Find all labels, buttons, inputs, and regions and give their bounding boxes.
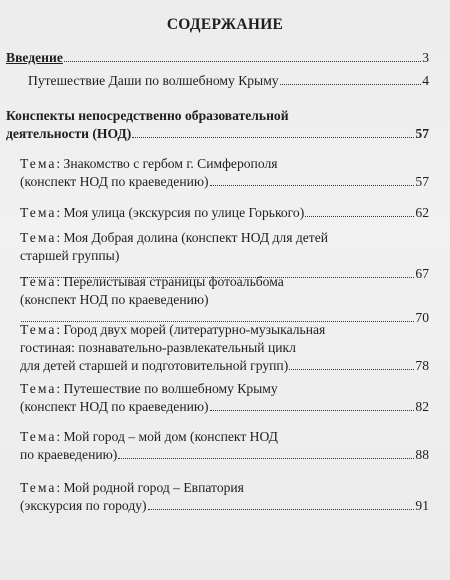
toc-entry-label-line1: : Знакомство с гербом г. Симферополя bbox=[56, 156, 278, 171]
toc-entry-label-line1: Конспекты непосредственно образовательной bbox=[6, 108, 289, 123]
toc-entry-label-line1: : Путешествие по волшебному Крыму bbox=[56, 381, 278, 396]
toc-entry-label-line1: : Мой город – мой дом (конспект НОД bbox=[56, 429, 278, 444]
toc-page-number: 70 bbox=[415, 310, 429, 325]
dot-leader bbox=[148, 509, 415, 510]
toc-entry-label-line2: (экскурсия по городу) bbox=[20, 498, 147, 513]
topic-keyword: Тема bbox=[20, 274, 57, 289]
dot-leader bbox=[210, 185, 415, 186]
toc-entry-topic-1 bbox=[20, 155, 429, 191]
toc-page-number: 78 bbox=[415, 358, 429, 373]
toc-entry-label-line3: для детей старшей и подготовительной групп) bbox=[20, 358, 289, 373]
topic-keyword: Тема bbox=[20, 205, 57, 220]
toc-entry-label-line2: (конспект НОД по краеведению) bbox=[20, 292, 209, 307]
toc-page-number: 82 bbox=[415, 399, 429, 414]
topic-keyword: Тема bbox=[20, 322, 57, 337]
dot-leader bbox=[305, 216, 414, 217]
toc-entry-label-line2: деятельности (НОД) bbox=[6, 126, 132, 141]
toc-entry-topic-7 bbox=[20, 428, 429, 464]
toc-entry-topic-8 bbox=[20, 479, 429, 515]
topic-keyword: Тема bbox=[20, 480, 57, 495]
toc-entry-label: Путешествие Даши по волшебному Крыму bbox=[28, 73, 279, 88]
dot-leader bbox=[132, 137, 414, 138]
toc-entry-label-line1: : Моя Добрая долина (конспект НОД для детей bbox=[56, 230, 329, 245]
toc-entry-topic-6 bbox=[20, 380, 429, 416]
toc-page-number: 67 bbox=[415, 266, 429, 281]
toc-entry-label-line2: гостиная: познавательно-развлекательный цикл bbox=[20, 340, 296, 355]
topic-keyword: Тема bbox=[20, 429, 57, 444]
toc-entry-topic-2 bbox=[20, 204, 429, 222]
toc-entry-label-line2: по краеведению) bbox=[20, 447, 118, 462]
dot-leader bbox=[210, 410, 415, 411]
toc-entry-label-line2: старшей группы) bbox=[20, 248, 120, 263]
toc-page-number: 4 bbox=[422, 73, 429, 88]
dot-leader bbox=[280, 84, 422, 85]
topic-keyword: Тема bbox=[20, 230, 57, 245]
toc-entry-label-line1: : Город двух морей (литературно-музыкальная bbox=[56, 322, 326, 337]
dot-leader bbox=[64, 61, 421, 62]
toc-section-nod bbox=[6, 107, 429, 143]
toc-entry-topic-5 bbox=[20, 321, 429, 375]
toc-entry-label-line1: : Перелистывая страницы фотоальбома bbox=[56, 274, 284, 289]
toc-page-number: 62 bbox=[415, 205, 429, 220]
toc-page-number: 57 bbox=[415, 126, 429, 141]
dot-leader bbox=[289, 369, 414, 370]
topic-keyword: Тема bbox=[20, 156, 57, 171]
toc-entry-introduction bbox=[6, 49, 429, 67]
toc-entry-label-line2: (конспект НОД по краеведению) bbox=[20, 399, 209, 414]
toc-page-number: 88 bbox=[415, 447, 429, 462]
page-title: СОДЕРЖАНИЕ bbox=[166, 16, 284, 33]
toc-entry-topic-4 bbox=[20, 273, 429, 327]
toc-entry-label-line1: : Мой родной город – Евпатория bbox=[56, 480, 244, 495]
dot-leader bbox=[118, 458, 414, 459]
toc-page-number: 91 bbox=[415, 498, 429, 513]
toc-page-number: 3 bbox=[422, 50, 429, 65]
toc-entry-label: Введение bbox=[6, 50, 63, 65]
toc-page-number: 57 bbox=[415, 174, 429, 189]
toc-entry-label-line2: (конспект НОД по краеведению) bbox=[20, 174, 209, 189]
toc-entry-dasha-journey bbox=[28, 72, 429, 90]
toc-entry-label: : Моя улица (экскурсия по улице Горького) bbox=[56, 205, 305, 220]
topic-keyword: Тема bbox=[20, 381, 57, 396]
